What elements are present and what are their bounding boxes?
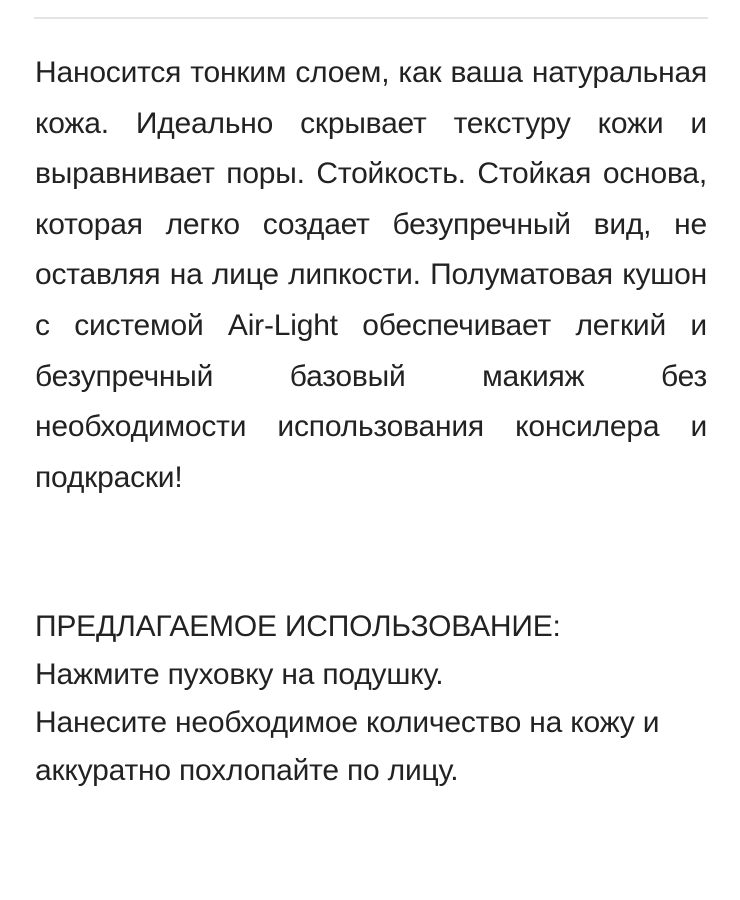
usage-step-1: Нажмите пуховку на подушку. (35, 658, 444, 692)
top-divider (34, 17, 708, 19)
usage-step-2: Нанесите необходимое количество на кожу и аккуратно похлопайте по лицу. (35, 706, 660, 788)
usage-title: ПРЕДЛАГАЕМОЕ ИСПОЛЬЗОВАНИЕ: (35, 610, 561, 644)
product-description-section (35, 48, 707, 795)
product-description-text: Наносится тонким слоем, как ваша натуральная кожа. Идеально скрывает текстуру кожи и выравнивает поры. Стойкость. Стойкая основа, которая легко создает безупречный вид, не оставляя на лице липкости. Полуматовая кушон с системой Air-Light обеспечивает легкий и безупречный базовый макияж без необходимости использования консилера и подкраски! (35, 56, 707, 494)
usage-section (35, 603, 707, 795)
